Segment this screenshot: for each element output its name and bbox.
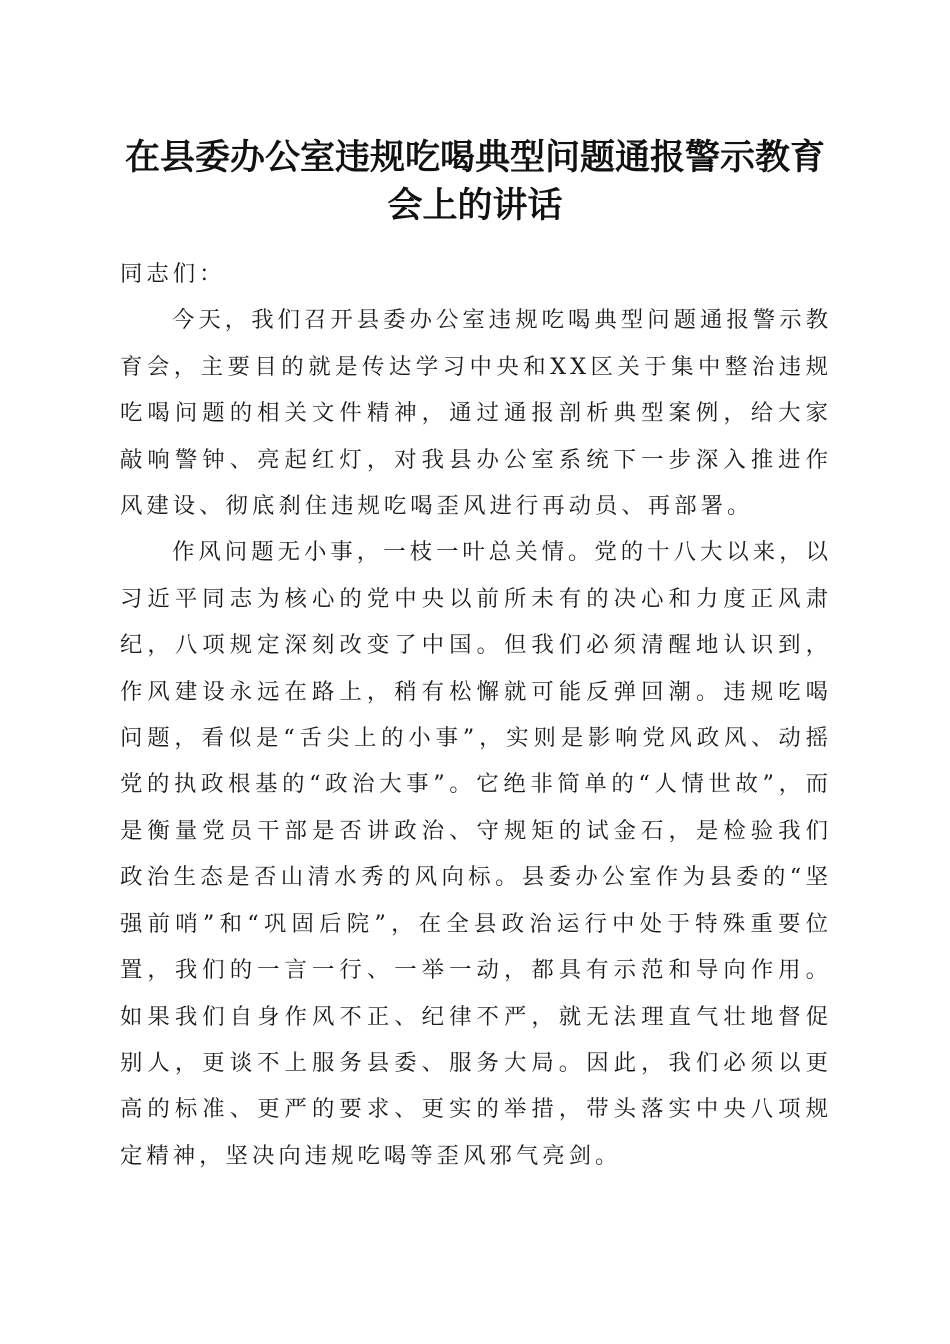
salutation: 同志们： <box>120 261 226 287</box>
document-body <box>120 251 832 1179</box>
paragraph-2: 作风问题无小事，一枝一叶总关情。党的十八大以来，以习近平同志为核心的党中央以前所未有的决心和力度正风肃纪，八项规定深刻改变了中国。但我们必须清醒地认识到，作风建设永远在路上，稍有松懈就可能反弹回潮。违规吃喝问题，看似是“舌尖上的小事”，实则是影响党风政风、动摇党的执政根基的“政治大事”。它绝非简单的“人情世故”，而是衡量党员干部是否讲政治、守规矩的试金石，是检验我们政治生态是否山清水秀的风向标。县委办公室作为县委的“坚强前哨”和“巩固后院”，在全县政治运行中处于特殊重要位置，我们的一言一行、一举一动，都具有示范和导向作用。如果我们自身作风不正、纪律不严，就无法理直气壮地督促别人，更谈不上服务县委、服务大局。因此，我们必须以更高的标准、更严的要求、更实的举措，带头落实中央八项规定精神，坚决向违规吃喝等歪风邪气亮剑。 <box>120 539 832 1169</box>
paragraph-1: 今天，我们召开县委办公室违规吃喝典型问题通报警示教育会，主要目的就是传达学习中央和XX区关于集中整治违规吃喝问题的相关文件精神，通过通报剖析典型案例，给大家敲响警钟、亮起红灯，对我县办公室系统下一步深入推进作风建设、彻底刹住违规吃喝歪风进行再动员、再部署。 <box>120 307 832 520</box>
title-line-1: 在县委办公室违规吃喝典型问题通报警示教育 <box>124 137 825 178</box>
title-line-2: 会上的讲话 <box>387 185 563 226</box>
document-title <box>100 134 850 230</box>
